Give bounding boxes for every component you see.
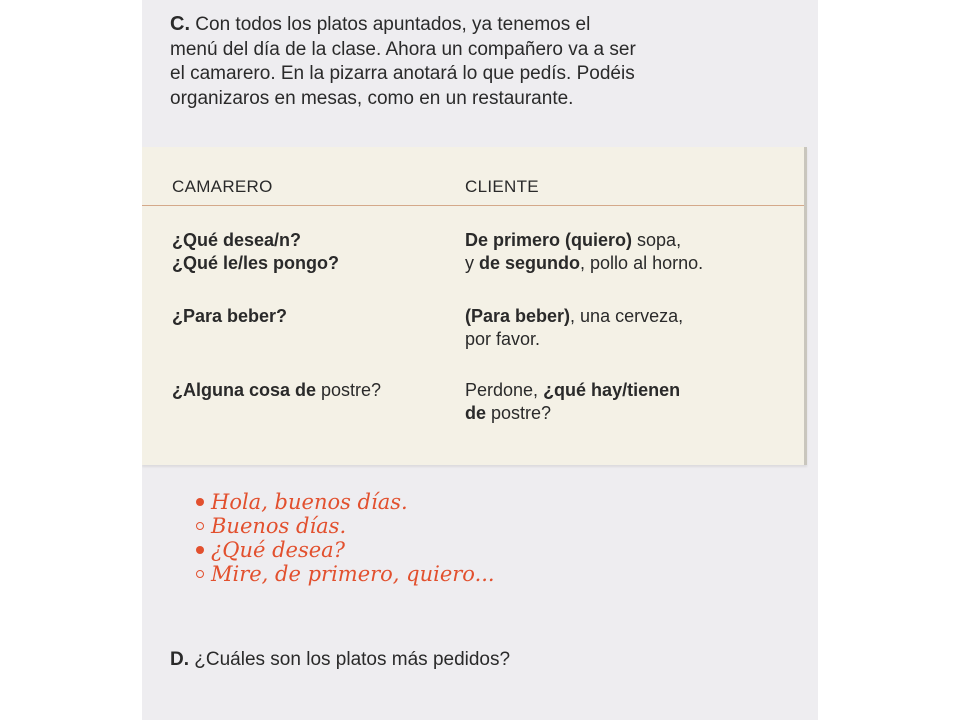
dialogue-line xyxy=(196,538,495,562)
open-bullet-icon xyxy=(196,570,204,578)
client-phrase-bold: De primero (quiero) xyxy=(465,230,633,250)
waiter-phrase xyxy=(172,379,381,402)
exercise-letter-c: C. xyxy=(170,13,190,35)
dialogue-text: ¿Qué desea? xyxy=(211,538,345,562)
filled-bullet-icon xyxy=(196,546,204,554)
client-phrase-text: por favor. xyxy=(465,329,541,349)
waiter-phrase xyxy=(172,229,339,275)
intro-line-1: Con todos los platos apuntados, ya tenemos el xyxy=(195,14,591,35)
client-phrase-bold: ¿qué hay/tienen xyxy=(543,380,681,400)
intro-line-4: organizaros en mesas, como en un restaurante. xyxy=(170,87,574,109)
header-divider xyxy=(142,205,804,206)
dialogue-line xyxy=(196,490,495,514)
exercise-c-instructions xyxy=(170,12,790,111)
client-phrase-text: postre? xyxy=(486,403,552,423)
open-bullet-icon xyxy=(196,522,204,530)
handwritten-dialogue xyxy=(196,490,495,586)
waiter-phrase: ¿Para beber? xyxy=(172,306,288,326)
textbook-page xyxy=(142,0,818,720)
dialogue-text: Hola, buenos días. xyxy=(211,490,408,514)
column-header-waiter: CAMARERO xyxy=(172,177,273,196)
client-phrase xyxy=(465,379,680,425)
dialogue-text: Mire, de primero, quiero... xyxy=(211,562,495,586)
dialogue-line xyxy=(196,562,495,586)
client-phrase xyxy=(465,229,703,275)
waiter-phrase-line: ¿Qué desea/n? xyxy=(172,230,302,250)
client-phrase-bold: de segundo xyxy=(479,253,581,273)
exercise-letter-d: D. xyxy=(170,649,189,670)
client-phrase-text: Perdone, xyxy=(465,380,544,400)
column-header-client: CLIENTE xyxy=(465,177,539,196)
filled-bullet-icon xyxy=(196,498,204,506)
waiter-phrase-bold: ¿Alguna cosa de xyxy=(172,380,322,400)
client-phrase-bold: (Para beber) xyxy=(465,306,571,326)
intro-line-3: el camarero. En la pizarra anotará lo que pedís. Podéis xyxy=(170,63,635,84)
client-phrase-text: sopa, xyxy=(632,230,682,250)
waiter-phrase-text: postre? xyxy=(321,380,382,400)
client-phrase-bold: de xyxy=(465,403,487,423)
dialogue-line xyxy=(196,514,495,538)
dialogue-table xyxy=(142,147,807,465)
waiter-phrase-line: ¿Qué le/les pongo? xyxy=(172,253,340,273)
client-phrase-text: y xyxy=(465,253,480,273)
client-phrase-text: , una cerveza, xyxy=(570,306,684,326)
client-phrase-text: , pollo al horno. xyxy=(580,253,704,273)
exercise-d-question xyxy=(170,649,510,671)
client-phrase xyxy=(465,305,683,351)
exercise-d-text: ¿Cuáles son los platos más pedidos? xyxy=(189,649,511,670)
dialogue-text: Buenos días. xyxy=(211,514,347,538)
intro-line-2: menú del día de la clase. Ahora un compañero va a ser xyxy=(170,38,636,60)
